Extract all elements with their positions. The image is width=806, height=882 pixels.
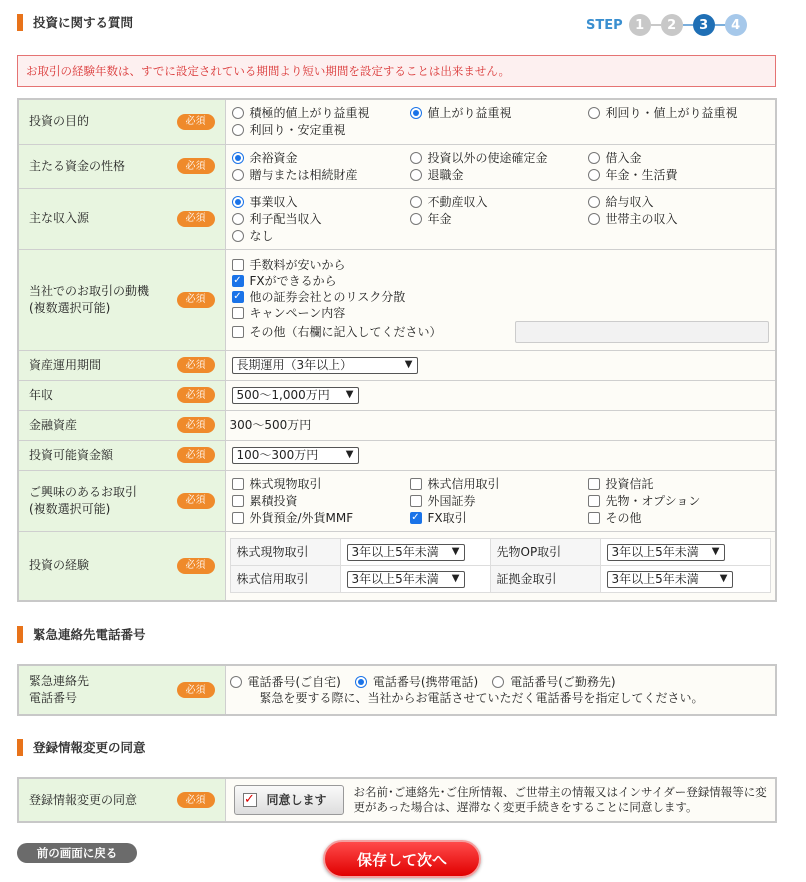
motive-option[interactable]: ✓ 他の証券会社とのリスク分散 <box>233 289 406 304</box>
required-badge: 必須 <box>177 447 215 463</box>
emergency-form <box>17 664 777 716</box>
experience-name: 株式信用取引 <box>230 566 340 593</box>
error-message: お取引の経験年数は、すでに設定されている期間より短い期間を設定することは出来ません。 <box>17 55 776 87</box>
interest-option[interactable]: 株式信用取引 <box>410 476 588 492</box>
radio[interactable] <box>232 107 244 119</box>
motive-label: 当社でのお取引の動機 (複数選択可能) 必須 <box>18 249 225 350</box>
funds-option[interactable]: 投資以外の使途確定金 <box>410 150 588 166</box>
section-consent <box>17 737 146 757</box>
section-marker <box>17 14 23 31</box>
checkbox[interactable] <box>588 478 600 490</box>
chevron-down-icon: ▼ <box>719 573 728 585</box>
checkbox[interactable] <box>232 259 244 271</box>
back-button[interactable]: 前の画面に戻る <box>17 843 137 863</box>
step-4: 4 <box>725 14 747 36</box>
required-badge: 必須 <box>177 682 215 698</box>
checkbox[interactable] <box>232 326 244 338</box>
income-option[interactable]: なし <box>232 228 410 244</box>
radio[interactable] <box>410 213 422 225</box>
financial-assets-value: 300～500万円 <box>229 418 312 432</box>
step-2: 2 <box>661 14 683 36</box>
income-option[interactable]: 給与収入 <box>588 194 766 210</box>
radio[interactable] <box>588 107 600 119</box>
required-badge: 必須 <box>177 558 215 574</box>
radio[interactable] <box>588 213 600 225</box>
required-badge: 必須 <box>177 357 215 373</box>
checkbox[interactable] <box>232 495 244 507</box>
interest-option[interactable]: 株式現物取引 <box>232 476 410 492</box>
section-title: 緊急連絡先電話番号 <box>33 627 146 642</box>
section-investment <box>17 12 133 32</box>
experience-select[interactable]: 3年以上5年未満 ▼ <box>607 571 733 588</box>
radio[interactable] <box>410 196 422 208</box>
chevron-down-icon: ▼ <box>451 546 460 558</box>
section-marker <box>17 739 23 756</box>
purpose-options <box>232 105 770 138</box>
required-badge: 必須 <box>177 792 215 808</box>
required-badge: 必須 <box>177 114 215 130</box>
income-option[interactable]: 世帯主の収入 <box>588 211 766 227</box>
financial-assets-label: 金融資産 必須 <box>18 410 225 440</box>
experience-name: 株式現物取引 <box>230 539 340 566</box>
radio[interactable] <box>230 676 242 688</box>
checkbox-checked[interactable]: ✓ <box>233 290 242 302</box>
funds-option[interactable]: 退職金 <box>410 167 588 183</box>
purpose-option[interactable]: 利回り・安定重視 <box>232 122 410 138</box>
agree-button[interactable]: ✓ 同意します <box>234 785 344 815</box>
funds-option[interactable]: 借入金 <box>588 150 766 166</box>
motive-option[interactable]: キャンペーン内容 <box>232 305 770 321</box>
experience-table <box>230 538 772 593</box>
radio-selected[interactable] <box>410 107 422 119</box>
radio[interactable] <box>410 169 422 181</box>
radio[interactable] <box>232 213 244 225</box>
interest-option[interactable]: 累積投資 <box>232 493 410 509</box>
check-icon: ✓ <box>244 792 255 807</box>
required-badge: 必須 <box>177 493 215 509</box>
interest-option[interactable]: 先物・オプション <box>588 493 766 509</box>
funds-label: 主たる資金の性格 必須 <box>18 144 225 188</box>
purpose-label: 投資の目的 必須 <box>18 99 225 144</box>
purpose-option[interactable]: 利回り・値上がり益重視 <box>588 105 766 121</box>
chevron-down-icon: ▼ <box>345 389 354 400</box>
section-marker <box>17 626 23 643</box>
interest-option[interactable]: 外国証券 <box>410 493 588 509</box>
chevron-down-icon: ▼ <box>451 573 460 585</box>
radio[interactable] <box>492 676 504 688</box>
purpose-option[interactable]: 積極的値上がり益重視 <box>232 105 410 121</box>
motive-option[interactable]: 手数料が安いから <box>232 257 770 273</box>
period-label: 資産運用期間 必須 <box>18 350 225 380</box>
experience-select[interactable]: 3年以上5年未満 ▼ <box>347 571 465 588</box>
checkbox-checked[interactable]: ✓ <box>233 274 242 286</box>
step-3: 3 <box>693 14 715 36</box>
interest-label: ご興味のあるお取引 (複数選択可能) 必須 <box>18 470 225 531</box>
investable-label: 投資可能資金額 必須 <box>18 440 225 470</box>
radio[interactable] <box>588 196 600 208</box>
checkbox[interactable] <box>232 512 244 524</box>
motive-option[interactable]: ✓ FXができるから <box>233 273 337 288</box>
radio[interactable] <box>232 124 244 136</box>
chevron-down-icon: ▼ <box>345 449 354 460</box>
investable-select[interactable]: 100～300万円 ▼ <box>232 447 359 464</box>
funds-options <box>232 150 770 183</box>
experience-select[interactable]: 3年以上5年未満 ▼ <box>347 544 465 561</box>
income-option[interactable]: 不動産収入 <box>410 194 588 210</box>
motive-option[interactable]: その他（右欄に記入してください） <box>232 321 770 343</box>
required-badge: 必須 <box>177 387 215 403</box>
radio-selected[interactable] <box>232 152 244 164</box>
radio[interactable] <box>232 230 244 242</box>
radio-selected[interactable] <box>232 196 244 208</box>
consent-label: 登録情報変更の同意 必須 <box>18 778 225 822</box>
required-badge: 必須 <box>177 211 215 227</box>
radio[interactable] <box>588 169 600 181</box>
radio[interactable] <box>410 152 422 164</box>
checkbox-checked[interactable]: ✓ <box>411 511 420 523</box>
radio[interactable] <box>232 169 244 181</box>
section-title: 登録情報変更の同意 <box>33 740 146 755</box>
other-reason-input[interactable] <box>515 321 769 343</box>
consent-form <box>17 777 777 823</box>
save-next-button[interactable]: 保存して次へ <box>323 840 481 878</box>
period-select[interactable]: 長期運用（3年以上） ▼ <box>232 357 418 374</box>
experience-select[interactable]: 3年以上5年未満 ▼ <box>607 544 725 561</box>
income-option[interactable]: 事業収入 <box>232 194 410 210</box>
consent-text: お名前･ご連絡先･ご住所情報、ご世帯主の情報又はインサイダー登録情報等に変更があった場合は、遅滞なく変更手続きをすることに同意します。 <box>353 785 767 814</box>
experience-name: 証拠金取引 <box>490 566 600 593</box>
required-badge: 必須 <box>177 292 215 308</box>
chevron-down-icon: ▼ <box>711 546 720 558</box>
step-indicator <box>586 13 747 37</box>
emergency-phone-note: 緊急を要する際に、当社からお電話させていただく電話番号を指定してください。 <box>259 691 704 705</box>
experience-label: 投資の経験 必須 <box>18 531 225 601</box>
emergency-phone-options: 電話番号(ご自宅) 電話番号(携帯電話) 電話番号(ご勤務先) <box>230 674 772 690</box>
annual-income-select[interactable]: 500～1,000万円 ▼ <box>232 387 359 404</box>
interest-options <box>232 476 770 526</box>
radio[interactable] <box>588 152 600 164</box>
checkbox[interactable] <box>232 307 244 319</box>
income-option[interactable]: 利子配当収入 <box>232 211 410 227</box>
interest-option[interactable]: ✓ FX取引 <box>411 510 467 525</box>
section-emergency <box>17 624 146 644</box>
radio-selected[interactable] <box>355 676 367 688</box>
step-1: 1 <box>629 14 651 36</box>
interest-option[interactable]: 外貨預金/外貨MMF <box>232 510 410 526</box>
funds-option[interactable]: 年金・生活費 <box>588 167 766 183</box>
purpose-option[interactable]: 値上がり益重視 <box>410 105 588 121</box>
chevron-down-icon: ▼ <box>404 359 413 370</box>
funds-option[interactable]: 余裕資金 <box>232 150 410 166</box>
income-label: 主な収入源 必須 <box>18 188 225 249</box>
checkbox[interactable] <box>588 495 600 507</box>
checkbox[interactable] <box>410 495 422 507</box>
checkbox[interactable] <box>232 478 244 490</box>
income-option[interactable]: 年金 <box>410 211 588 227</box>
funds-option[interactable]: 贈与または相続財産 <box>232 167 410 183</box>
income-options <box>232 194 770 244</box>
investment-form <box>17 98 777 602</box>
checkbox[interactable] <box>588 512 600 524</box>
checkbox[interactable] <box>410 478 422 490</box>
step-label: STEP <box>586 17 623 33</box>
interest-option[interactable]: その他 <box>588 510 766 526</box>
annual-income-label: 年収 必須 <box>18 380 225 410</box>
emergency-phone-label: 緊急連絡先 電話番号 必須 <box>18 665 225 715</box>
required-badge: 必須 <box>177 417 215 433</box>
interest-option[interactable]: 投資信託 <box>588 476 766 492</box>
required-badge: 必須 <box>177 158 215 174</box>
experience-name: 先物OP取引 <box>490 539 600 566</box>
section-title: 投資に関する質問 <box>33 15 134 30</box>
